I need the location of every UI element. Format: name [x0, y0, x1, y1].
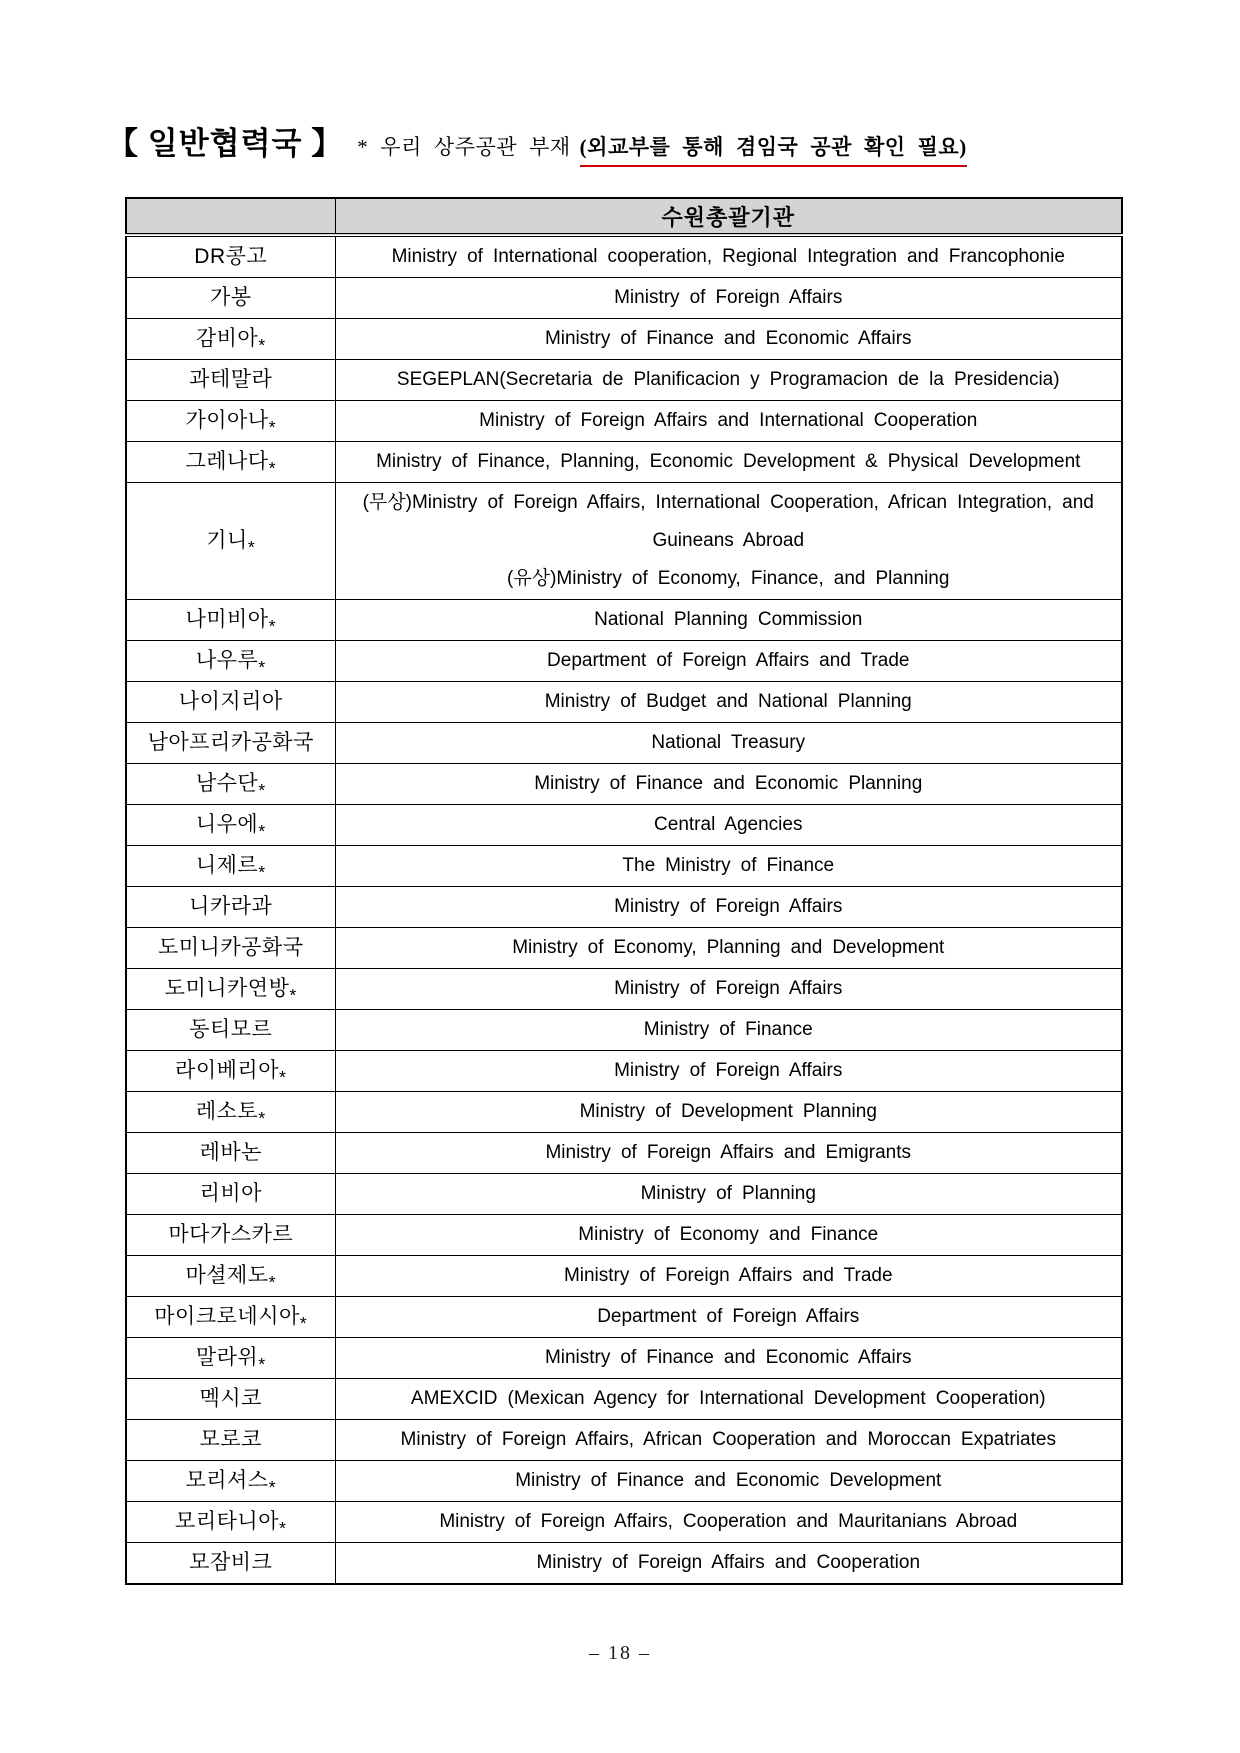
table-row: [126, 887, 1122, 928]
table-row: [126, 401, 1122, 442]
page-number: – 18 –: [589, 1642, 651, 1664]
agency-line: Ministry of Foreign Affairs and Emigrants: [545, 1142, 912, 1163]
agency-cell: [335, 483, 1122, 600]
agency-line: Ministry of Planning: [640, 1183, 816, 1204]
asterisk-marker: *: [278, 1518, 287, 1539]
asterisk-marker: *: [258, 862, 266, 883]
table-row: [126, 641, 1122, 682]
agency-cell: [335, 928, 1122, 969]
country-cell: 레소토*: [126, 1092, 335, 1133]
table-row: [126, 442, 1122, 483]
table-row: [126, 1256, 1122, 1297]
table-header-row: [126, 198, 1122, 235]
asterisk-marker: *: [258, 1108, 266, 1129]
country-cell: DR콩고: [126, 235, 335, 278]
agency-cell: [335, 764, 1122, 805]
agency-cell: [335, 682, 1122, 723]
asterisk-marker: *: [258, 657, 266, 678]
agency-cell: [335, 278, 1122, 319]
agency-line: SEGEPLAN(Secretaria de Planificacion y Programacion de la Presidencia): [396, 369, 1060, 390]
country-cell: 마다가스카르: [126, 1215, 335, 1256]
agency-cell: [335, 846, 1122, 887]
agency-cell: [335, 1297, 1122, 1338]
agency-cell: [335, 1256, 1122, 1297]
country-cell: 모리셔스*: [126, 1461, 335, 1502]
country-header-cell: [126, 198, 335, 235]
table-row: [126, 1297, 1122, 1338]
table-row: [126, 1338, 1122, 1379]
agency-line: Ministry of Foreign Affairs and Trade: [563, 1265, 893, 1286]
table-row: [126, 1174, 1122, 1215]
title-bracket-text: 【 일반협력국 】: [107, 126, 344, 161]
table-row: [126, 1215, 1122, 1256]
country-cell: 감비아*: [126, 319, 335, 360]
agency-line: The Ministry of Finance: [622, 855, 835, 876]
agency-line: Ministry of Economy and Finance: [578, 1224, 879, 1245]
country-cell: 남수단*: [126, 764, 335, 805]
agency-line: Ministry of Foreign Affairs: [614, 978, 843, 999]
country-cell: 나이지리아: [126, 682, 335, 723]
table-row: [126, 1461, 1122, 1502]
agency-cell: [335, 319, 1122, 360]
country-cell: 과테말라: [126, 360, 335, 401]
asterisk-marker: *: [289, 985, 297, 1006]
asterisk-marker: *: [258, 1354, 266, 1375]
table-row: [126, 360, 1122, 401]
agency-cell: [335, 235, 1122, 278]
agency-line: AMEXCID (Mexican Agency for International Development Cooperation): [410, 1388, 1046, 1409]
agency-cell: [335, 969, 1122, 1010]
table-row: [126, 1379, 1122, 1420]
agency-cell: [335, 1092, 1122, 1133]
agency-cell: [335, 1502, 1122, 1543]
agency-line: Ministry of Foreign Affairs, African Cooperation and Moroccan Expatriates: [400, 1429, 1056, 1450]
agency-cell: [335, 1461, 1122, 1502]
agency-cell: [335, 401, 1122, 442]
country-cell: 라이베리아*: [126, 1051, 335, 1092]
agency-line: Ministry of Foreign Affairs, Cooperation and Mauritanians Abroad: [439, 1511, 1018, 1532]
agency-line: Ministry of Finance, Planning, Economic Development & Physical Development: [376, 451, 1081, 472]
table-row: [126, 928, 1122, 969]
table-row: [126, 600, 1122, 641]
country-cell: 나미비아*: [126, 600, 335, 641]
agency-line: Ministry of Finance and Economic Affairs: [544, 1347, 912, 1368]
page-title: [107, 118, 1240, 167]
agency-line: Ministry of Foreign Affairs: [614, 1060, 843, 1081]
agency-cell: [335, 1543, 1122, 1585]
agency-cell: [335, 1010, 1122, 1051]
agency-line: Ministry of Finance and Economic Development: [515, 1470, 942, 1491]
agency-cell: [335, 805, 1122, 846]
country-cell: 모로코: [126, 1420, 335, 1461]
asterisk-marker: *: [258, 780, 266, 801]
table-row: [126, 278, 1122, 319]
asterisk-marker: *: [258, 821, 266, 842]
country-cell: 모잠비크: [126, 1543, 335, 1585]
table-row: [126, 1092, 1122, 1133]
agency-cell: [335, 1051, 1122, 1092]
title-note: * 우리 상주공관 부재: [357, 135, 571, 159]
country-cell: 멕시코: [126, 1379, 335, 1420]
asterisk-marker: *: [268, 1477, 277, 1498]
agency-line: Ministry of Foreign Affairs and International Cooperation: [479, 410, 978, 431]
country-cell: 도미니카공화국: [126, 928, 335, 969]
country-cell: 그레나다*: [126, 442, 335, 483]
agency-cell: [335, 360, 1122, 401]
table-row: [126, 1502, 1122, 1543]
asterisk-marker: *: [268, 616, 277, 637]
agency-cell: [335, 1174, 1122, 1215]
title-note-underlined: (외교부를 통해 겸임국 공관 확인 필요): [580, 131, 967, 167]
table-row: [126, 805, 1122, 846]
agency-cell: [335, 1215, 1122, 1256]
country-cell: 가이아나*: [126, 401, 335, 442]
agency-line: Department of Foreign Affairs and Trade: [547, 650, 910, 671]
agency-line: Central Agencies: [654, 814, 803, 835]
country-cell: 기니*: [126, 483, 335, 600]
agency-line: Ministry of Foreign Affairs: [614, 896, 843, 917]
country-cell: 동티모르: [126, 1010, 335, 1051]
table-row: [126, 1420, 1122, 1461]
agency-header-cell: 수원총괄기관: [335, 198, 1122, 235]
country-cell: 말라위*: [126, 1338, 335, 1379]
country-cell: 도미니카연방*: [126, 969, 335, 1010]
agency-line: Department of Foreign Affairs: [597, 1306, 860, 1327]
agency-cell: [335, 1338, 1122, 1379]
asterisk-marker: *: [247, 537, 256, 558]
country-cell: 리비아: [126, 1174, 335, 1215]
country-cell: 레바논: [126, 1133, 335, 1174]
agency-cell: [335, 723, 1122, 764]
agency-line: Ministry of International cooperation, Regional Integration and Francophonie: [391, 246, 1065, 267]
country-cell: 니카라과: [126, 887, 335, 928]
agency-cell: [335, 1133, 1122, 1174]
agency-cell: [335, 641, 1122, 682]
asterisk-marker: *: [268, 1272, 277, 1293]
agency-line: National Planning Commission: [594, 609, 863, 630]
table-row: [126, 483, 1122, 600]
agency-line: Ministry of Foreign Affairs: [614, 287, 843, 308]
table-row: [126, 319, 1122, 360]
agency-cell: [335, 1379, 1122, 1420]
country-cell: 나우루*: [126, 641, 335, 682]
agency-line: Ministry of Finance and Economic Affairs: [544, 328, 912, 349]
table-row: [126, 846, 1122, 887]
country-cell: 니제르*: [126, 846, 335, 887]
table-row: [126, 1133, 1122, 1174]
country-cell: 마셜제도*: [126, 1256, 335, 1297]
agency-line: Ministry of Development Planning: [579, 1101, 877, 1122]
table-row: [126, 235, 1122, 278]
table-row: [126, 969, 1122, 1010]
table-row: [126, 682, 1122, 723]
table-row: [126, 764, 1122, 805]
table-row: [126, 1051, 1122, 1092]
asterisk-marker: *: [268, 417, 277, 438]
asterisk-marker: *: [299, 1313, 308, 1334]
agency-cell: [335, 1420, 1122, 1461]
agency-cell: [335, 442, 1122, 483]
country-cell: 남아프리카공화국: [126, 723, 335, 764]
agency-line: Ministry of Foreign Affairs and Cooperation: [536, 1552, 921, 1573]
asterisk-marker: *: [258, 335, 266, 356]
country-cell: 니우에*: [126, 805, 335, 846]
agency-cell: [335, 600, 1122, 641]
table-row: [126, 723, 1122, 764]
country-cell: 모리타니아*: [126, 1502, 335, 1543]
country-cell: 가봉: [126, 278, 335, 319]
agency-line: (유상)Ministry of Economy, Finance, and Planning: [507, 568, 950, 589]
asterisk-marker: *: [268, 458, 277, 479]
agency-line: Ministry of Budget and National Planning: [544, 691, 912, 712]
agency-cell: [335, 887, 1122, 928]
agency-line: Ministry of Finance and Economic Planning: [534, 773, 923, 794]
asterisk-marker: *: [278, 1067, 287, 1088]
table-row: [126, 1543, 1122, 1585]
table-row: [126, 1010, 1122, 1051]
agency-line: Ministry of Finance: [643, 1019, 813, 1040]
country-cell: 마이크로네시아*: [126, 1297, 335, 1338]
agency-line: Ministry of Economy, Planning and Development: [512, 937, 945, 958]
aid-agency-table: [125, 197, 1123, 1585]
agency-line: (무상)Ministry of Foreign Affairs, International Cooperation, African Integration, and Guineans Abroad: [362, 492, 1094, 551]
agency-line: National Treasury: [651, 732, 806, 753]
